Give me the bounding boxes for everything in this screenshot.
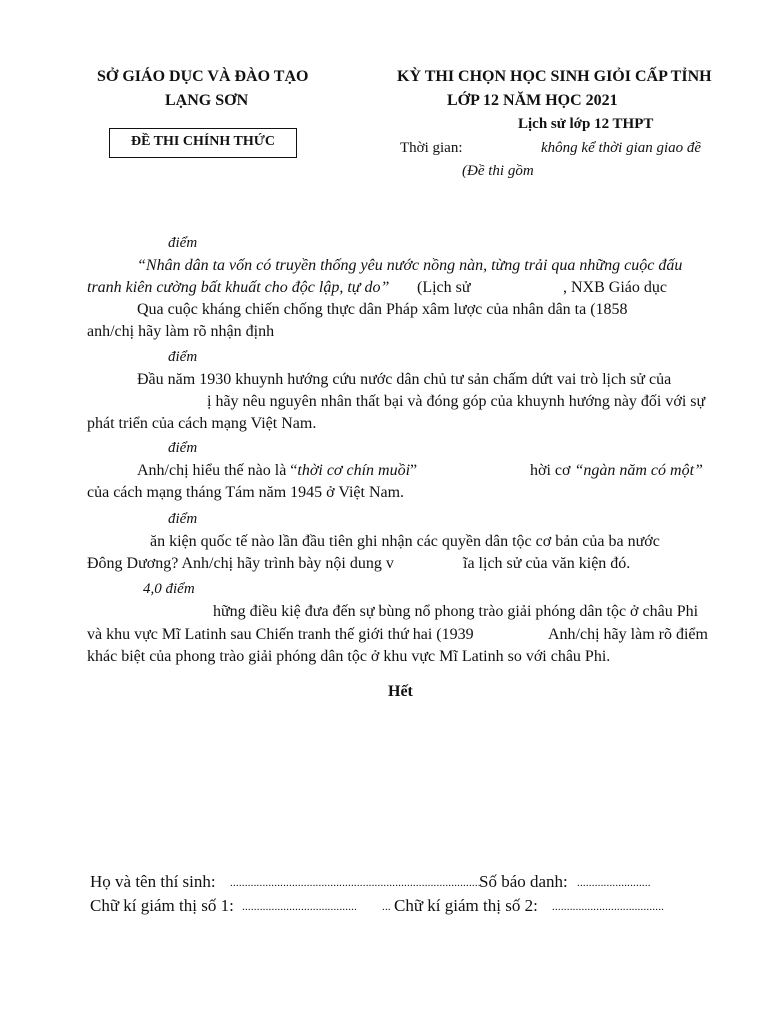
question-3-quote-close: ” <box>410 462 418 479</box>
department-title: SỞ GIÁO DỤC VÀ ĐÀO TẠO <box>97 68 309 85</box>
question-4-line: Đông Dương? Anh/chị hãy trình bày nội dung v <box>87 555 394 572</box>
candidate-number-field: ......................... <box>577 877 651 889</box>
question-1-line: tranh kiên cường bất khuất cho độc lập, tự do” <box>87 279 390 296</box>
question-3-text: hời cơ <box>530 462 571 479</box>
question-3-term: thời cơ chín muồi <box>297 462 411 479</box>
question-1-line: anh/chị hãy làm rõ nhận định <box>87 323 275 340</box>
question-3-points: điểm <box>168 440 198 456</box>
question-3-text: Anh/chị hiểu thế nào là “ <box>137 462 298 479</box>
question-4-line: ăn kiện quốc tế nào lần đầu tiên ghi nhận các quyền dân tộc cơ bản của ba nước <box>150 533 660 550</box>
question-5-line: khác biệt của phong trào giải phóng dân tộc ở khu vực Mĩ Latinh so với châu Phi. <box>87 648 611 665</box>
question-5-line: Anh/chị hãy làm rõ điểm <box>548 626 708 643</box>
time-note: không kể thời gian giao đề <box>541 140 702 156</box>
province-name: LẠNG SƠN <box>165 92 249 109</box>
proctor-2-signature-field: ...................................... <box>552 901 665 913</box>
question-3-line: của cách mạng tháng Tám năm 1945 ở Việt Nam. <box>87 484 405 501</box>
official-exam-label: ĐỀ THI CHÍNH THỨC <box>130 134 276 149</box>
candidate-number-label: Số báo danh: <box>479 872 568 891</box>
question-3-term: “ngàn năm có một” <box>574 462 703 479</box>
time-label: Thời gian: <box>400 140 463 156</box>
exam-year: LỚP 12 NĂM HỌC 2021 <box>447 92 618 109</box>
candidate-name-field: ..................................................................................... <box>230 877 481 889</box>
question-3-line <box>530 462 703 480</box>
candidate-name-label: Họ và tên thí sinh: <box>90 872 216 891</box>
question-1-line: , NXB Giáo dục <box>563 279 667 296</box>
question-1-line: “Nhân dân ta vốn có truyền thống yêu nước nồng nàn, từng trải qua những cuộc đấu <box>137 257 683 274</box>
official-exam-box <box>109 128 297 158</box>
exam-subject: Lịch sử lớp 12 THPT <box>518 116 654 132</box>
question-2-line: phát triển của cách mạng Việt Nam. <box>87 415 317 432</box>
question-1-line: (Lịch sử <box>417 279 471 296</box>
question-4-line: ĩa lịch sử của văn kiện đó. <box>463 555 631 572</box>
question-3-line <box>137 462 417 480</box>
question-5-line: và khu vực Mĩ Latinh sau Chiến tranh thế giới thứ hai (1939 <box>87 626 474 643</box>
question-4-points: điểm <box>168 511 198 527</box>
pages-note: (Đề thi gồm <box>462 163 534 179</box>
proctor-2-signature-label: Chữ kí giám thị số 2: <box>394 896 538 915</box>
question-1-points: điểm <box>168 235 198 251</box>
end-mark: Hết <box>388 683 413 700</box>
exam-title: KỲ THI CHỌN HỌC SINH GIỎI CẤP TỈNH <box>397 68 712 85</box>
proctor-1-signature-label: Chữ kí giám thị số 1: <box>90 896 234 915</box>
question-2-line: ị hãy nêu nguyên nhân thất bại và đóng góp của khuynh hướng này đối với sự <box>207 393 706 410</box>
proctor-1-signature-field: ....................................... <box>242 901 358 913</box>
question-5-points: 4,0 điểm <box>143 581 195 597</box>
question-5-line: hững điều kiệ đưa đến sự bùng nổ phong trào giải phóng dân tộc ở châu Phi <box>213 603 699 620</box>
question-1-line: Qua cuộc kháng chiến chống thực dân Pháp xâm lược của nhân dân ta (1858 <box>137 301 628 318</box>
separator-dots: ... <box>382 901 391 913</box>
question-2-line: Đầu năm 1930 khuynh hướng cứu nước dân chủ tư sản chấm dứt vai trò lịch sử của <box>137 371 672 388</box>
question-2-points: điểm <box>168 349 198 365</box>
